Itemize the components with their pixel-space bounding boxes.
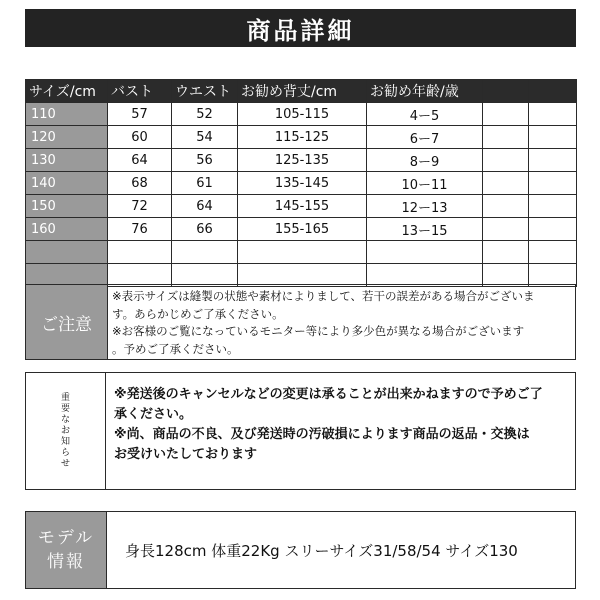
- model-info-box: [25, 511, 576, 589]
- table-row: [26, 126, 577, 149]
- caution-label: ご注意: [26, 285, 108, 359]
- waist-cell: 52: [172, 103, 238, 126]
- empty-cell: [483, 149, 529, 172]
- age-cell: 6ー7: [367, 126, 483, 149]
- size-cell: 130: [26, 149, 108, 172]
- empty-cell: [483, 195, 529, 218]
- age-cell: 8ー9: [367, 149, 483, 172]
- age-cell: 12ー13: [367, 195, 483, 218]
- bust-cell: 57: [108, 103, 172, 126]
- empty-cell: [483, 241, 529, 264]
- important-notice-box: [25, 372, 576, 490]
- height-cell: 145-155: [238, 195, 367, 218]
- waist-cell: 54: [172, 126, 238, 149]
- caution-text: [108, 285, 575, 359]
- notice-label-char: 知: [60, 436, 70, 447]
- table-row: [26, 195, 577, 218]
- empty-cell: [529, 103, 577, 126]
- caution-box: [25, 284, 576, 360]
- caution-line-2b: 。予めご了承ください。: [112, 341, 239, 356]
- height-cell: [238, 241, 367, 264]
- model-info-text: 身長128cm 体重22Kg スリーサイズ31/58/54 サイズ130: [125, 541, 518, 560]
- bust-cell: 72: [108, 195, 172, 218]
- empty-cell: [483, 103, 529, 126]
- age-cell: [367, 241, 483, 264]
- age-cell: 13ー15: [367, 218, 483, 241]
- height-cell: 115-125: [238, 126, 367, 149]
- size-cell: 150: [26, 195, 108, 218]
- empty-cell: [483, 172, 529, 195]
- waist-cell: 56: [172, 149, 238, 172]
- caution-line-2a: ※お客様のご覧になっているモニター等により多少色が異なる場合がございます: [112, 324, 525, 338]
- empty-cell: [529, 218, 577, 241]
- notice-line-4: お受けいたしております: [114, 447, 258, 462]
- page-title: 商品詳細: [25, 9, 576, 47]
- model-label: [26, 512, 107, 588]
- table-header-row: [26, 80, 577, 103]
- notice-label-char: 重: [60, 392, 70, 403]
- age-cell: 4ー5: [367, 103, 483, 126]
- notice-label-char: せ: [60, 458, 70, 469]
- size-cell: 140: [26, 172, 108, 195]
- height-cell: 155-165: [238, 218, 367, 241]
- notice-line-2: 承ください。: [114, 407, 193, 422]
- size-table: [25, 79, 577, 287]
- empty-cell: [529, 195, 577, 218]
- table-row: [26, 241, 577, 264]
- header-extra-2: [529, 80, 577, 103]
- bust-cell: 68: [108, 172, 172, 195]
- bust-cell: 76: [108, 218, 172, 241]
- size-cell: 120: [26, 126, 108, 149]
- waist-cell: 61: [172, 172, 238, 195]
- size-cell: 110: [26, 103, 108, 126]
- notice-label-char: ら: [60, 447, 70, 458]
- empty-cell: [529, 172, 577, 195]
- notice-line-1: ※発送後のキャンセルなどの変更は承ることが出来かねますので予めご了: [114, 387, 543, 402]
- waist-cell: 66: [172, 218, 238, 241]
- waist-cell: 64: [172, 195, 238, 218]
- bust-cell: 60: [108, 126, 172, 149]
- age-cell: 10ー11: [367, 172, 483, 195]
- header-waist: ウエスト: [172, 80, 238, 103]
- size-cell: 160: [26, 218, 108, 241]
- empty-cell: [529, 149, 577, 172]
- size-table-body: [26, 103, 577, 287]
- model-label-line-2: 情報: [47, 552, 85, 572]
- size-cell: [26, 241, 108, 264]
- notice-label-char: な: [60, 414, 70, 425]
- empty-cell: [529, 126, 577, 149]
- model-label-line-1: モデル: [37, 528, 95, 548]
- height-cell: 125-135: [238, 149, 367, 172]
- table-row: [26, 103, 577, 126]
- bust-cell: 64: [108, 149, 172, 172]
- notice-text: [106, 373, 575, 489]
- table-row: [26, 149, 577, 172]
- header-bust: バスト: [108, 80, 172, 103]
- caution-line-1b: す。あらかじめご了承ください。: [112, 306, 284, 321]
- empty-cell: [483, 126, 529, 149]
- header-age: お勧め年齢/歳: [367, 80, 483, 103]
- header-extra: [483, 80, 529, 103]
- caution-line-1a: ※表示サイズは縫製の状態や素材によりまして、若干の誤差がある場合がございま: [112, 289, 535, 303]
- notice-line-3: ※尚、商品の不良、及び発送時の汚破損によります商品の返品・交換は: [114, 427, 530, 442]
- header-size: サイズ/cm: [26, 80, 108, 103]
- empty-cell: [483, 218, 529, 241]
- table-row: [26, 218, 577, 241]
- empty-cell: [529, 241, 577, 264]
- notice-label-char: 要: [60, 403, 70, 414]
- table-row: [26, 172, 577, 195]
- height-cell: 105-115: [238, 103, 367, 126]
- notice-label: [26, 373, 106, 489]
- height-cell: 135-145: [238, 172, 367, 195]
- header-height: お勧め背丈/cm: [238, 80, 367, 103]
- waist-cell: [172, 241, 238, 264]
- bust-cell: [108, 241, 172, 264]
- notice-label-char: お: [60, 425, 70, 436]
